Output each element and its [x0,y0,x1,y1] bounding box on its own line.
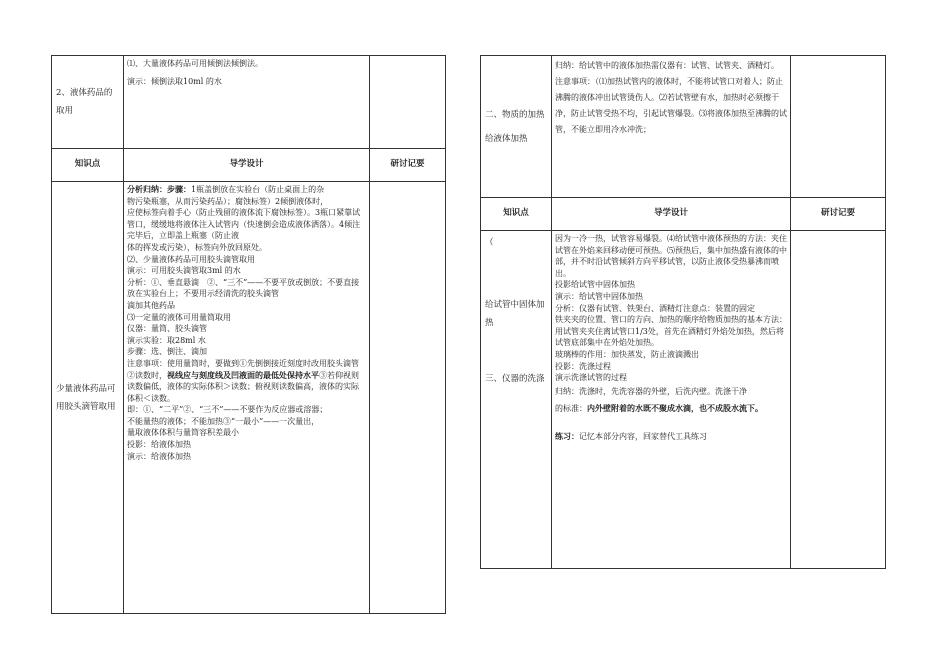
text-line: 仪器：量筒、胶头滴管 [127,324,207,334]
text-line: 演示实验：取28ml 水 [127,335,206,345]
cleaning-standard: 的标准：内外壁附着的水既不聚成水滴，也不成股水流下。 [555,402,763,413]
text-line: 应使标签向着手心（防止残留的液体流下腐蚀标签）。3瓶口紧靠试管口，缓缓地将液体注入试管内（快速倒会造成液体洒落）。4倾注完毕后，立即盖上瓶塞（防止液 [127,208,361,241]
table-row [481,231,886,569]
text-line: ⑵、少量液体药品可用胶头滴管取用 [127,254,255,264]
knowledge-point: 2、液体药品的取用 [56,88,113,116]
notes-cell [370,56,446,149]
left-page-table [51,55,445,614]
right-page-table [480,55,885,569]
table-row [481,56,886,198]
text-line: 投影：给液体加热 [127,440,191,450]
design-cell [552,56,791,198]
header-knowledge-point: 知识点 [481,198,552,231]
text-line: 注意事项：（⑴加热试管内的液体时，不能将试管口对着人；防止沸腾的液体冲出试管烫伤人。⑵若试管壁有水，加热时必须擦干净，防止试管受热不均，引起试管爆裂。⑶将液体加热至沸腾的试管，不能立即用冷水冲洗； [555,77,787,134]
design-cell [124,56,370,149]
practice-label: 练习： [555,430,579,441]
text-line: 演示洗涤试管的过程 [555,373,627,383]
header-knowledge-point: 知识点 [52,149,124,182]
text-line: 分析：①、垂直悬滴 ②、“三不”——不要平放或倒放；不要直接放在实验台上；不要用示经清洗的胶头滴管 [127,277,360,299]
text-line: 投影给试管中固体加热 [555,280,635,290]
design-cell [552,231,791,569]
notes-cell [791,231,886,569]
text-line: 即：①、“二平”②、“三不”——不要作为反应器或溶器； [127,405,328,415]
knowledge-point-cell [52,182,124,614]
text-line: 演示：给液体加热 [127,451,191,461]
knowledge-point-cell [481,56,552,198]
text-line: 分析：仪器有试管、铁架台、酒精灯注意点：装置的固定 [555,303,755,313]
header-design: 导学设计 [124,149,370,182]
header-notes: 研讨记要 [791,198,886,231]
steps-label: 步骤： [167,184,191,194]
text-line: 分析归纳：步骤：1瓶盖倒放在实验台（防止桌面上的杂 [127,184,325,194]
knowledge-point-cell [52,56,124,149]
header-notes: 研讨记要 [370,149,446,182]
practice-line: 练习：记忆本部分内容，回家替代工具练习 [555,430,707,441]
notes-cell [370,182,446,614]
text-line: 不能量热的液体；不能加热③“一最小”——一次量出， [127,416,320,426]
header-row [52,149,446,182]
text-line: 因为一冷一热，试管容易爆裂。⑷给试管中液体预热的方法：夹住试管在外焰来回移动便可预热。⑸预热后，集中加热盛有液体的中部，并不时沿试管倾斜方向平移试管，以防止液体受热暴沸而喷出。 [555,234,787,278]
text-line: 演示：给试管中固体加热 [555,291,643,301]
text-line: ⑴、大量液体药品可用倾倒法倾倒法。 [127,59,263,68]
emphasis-text: 内外壁附着的水既不聚成水滴，也不成股水流下。 [587,402,763,413]
note-paragraph: 注意事项：使用量筒时，要做到①先倒倒接近刻度时改用胶头滴管②读数时，视线应与刻度线及凹液面的最低处保持水平③若仰视则读数偏低，液体的实际体积＞读数；俯视则读数偏高，液体的实际体积＜读数。 [127,358,359,403]
knowledge-point: 三、仪器的洗涤 [485,374,545,384]
text-line: 归纳：洗涤时，先洗容器的外壁，后洗内壁。洗涤干净 [555,386,747,396]
text-line: ⑶一定量的液体可用量筒取用 [127,312,231,322]
knowledge-point: 少量液体药品可用胶头滴管取用 [56,383,116,412]
text-line: 铁夹夹的位置、管口的方向、加热的顺序给物质加热的基本方法：用试管夹夹住离试管口1/3处，首先在酒精灯外焰处加热，然后将试管底部集中在外焰处加热。 [555,315,787,348]
design-cell [124,182,370,614]
text-line: 玻璃棒的作用：加快蒸发，防止液滴溅出 [555,349,699,359]
text-line: 演示：可用胶头滴管取3ml 的水 [127,266,241,276]
text-line: 体的挥发或污染），标签向外放回原处。 [127,242,267,252]
analysis-label: 分析归纳： [127,184,167,194]
text-line: 步骤：选、倒注、滴加 [127,347,207,357]
table-row [52,56,446,149]
header-design: 导学设计 [552,198,791,231]
text-line: 物污染瓶塞，从而污染药品）；腐蚀标签）2倾倒液体时， [127,196,329,206]
header-row [481,198,886,231]
text-line: 归纳：给试管中的液体加热需仪器有：试管、试管夹、酒精灯。 [555,61,779,70]
text-line: 量取液体体积与量筒容积差最小 [127,428,239,438]
text-line: 演示：倾倒法取10ml 的水 [127,76,222,86]
knowledge-point: 给液体加热 [485,133,528,144]
notes-cell [791,56,886,198]
table-row [52,182,446,614]
knowledge-point-cell [481,231,552,569]
knowledge-point: 给试管中固体加热 [485,300,545,328]
text-line: 滴加其他药品 [127,300,175,310]
text-line: 投影：洗涤过程 [555,361,611,371]
knowledge-point: 二、物质的加热 [485,109,545,120]
emphasis-text: 视线应与刻度线及凹液面的最低处保持水平 [167,369,319,380]
knowledge-point: （ [485,238,494,248]
